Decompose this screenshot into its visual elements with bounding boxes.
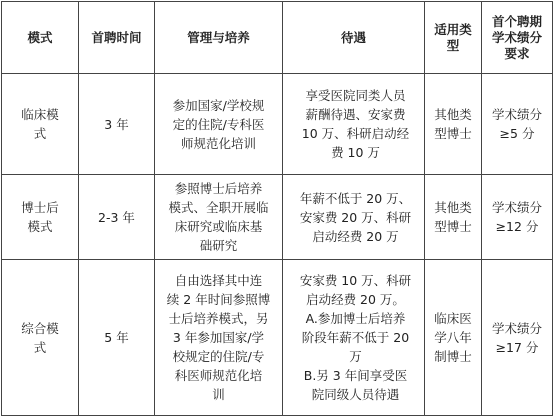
header-score-requirement: 首个聘期 学术绩分 要求 (482, 2, 553, 74)
cell-benefits: 享受医院同类人员 薪酬待遇、安家费 10 万、科研启动经 费 10 万 (283, 74, 425, 175)
cell-mode: 博士后 模式 (2, 175, 79, 260)
cell-training: 参加国家/学校规 定的住院/专科医 师规范化培训 (155, 74, 283, 175)
table-row (2, 175, 553, 260)
header-mode: 模式 (2, 2, 79, 74)
cell-benefits: 年薪不低于 20 万、 安家费 20 万、科研 启动经费 20 万 (283, 175, 425, 260)
header-training: 管理与培养 (155, 2, 283, 74)
cell-applicable-type: 其他类 型博士 (425, 74, 482, 175)
cell-first-term: 2-3 年 (79, 175, 155, 260)
header-applicable-type: 适用类 型 (425, 2, 482, 74)
cell-mode: 临床模 式 (2, 74, 79, 175)
cell-first-term: 3 年 (79, 74, 155, 175)
header-benefits: 待遇 (283, 2, 425, 74)
physician-track-table (1, 1, 553, 416)
cell-training: 参照博士后培养 模式、全职开展临 床研究或临床基 础研究 (155, 175, 283, 260)
header-first-term: 首聘时间 (79, 2, 155, 74)
cell-first-term: 5 年 (79, 260, 155, 416)
cell-applicable-type: 临床医 学八年 制博士 (425, 260, 482, 416)
cell-score-requirement: 学术绩分 ≥17 分 (482, 260, 553, 416)
cell-mode: 综合模 式 (2, 260, 79, 416)
cell-benefits: 安家费 10 万、科研 启动经费 20 万。 A.参加博士后培养 阶段年薪不低于 20 万 B.另 3 年间享受医 院同级人员待遇 (283, 260, 425, 416)
table-row (2, 260, 553, 416)
cell-score-requirement: 学术绩分 ≥5 分 (482, 74, 553, 175)
table-header-row (2, 2, 553, 74)
cell-applicable-type: 其他类 型博士 (425, 175, 482, 260)
table-row (2, 74, 553, 175)
cell-training: 自由选择其中连 续 2 年时间参照博 士后培养模式，另 3 年参加国家/学 校规定的住院/专 科医师规范化培 训 (155, 260, 283, 416)
cell-score-requirement: 学术绩分 ≥12 分 (482, 175, 553, 260)
